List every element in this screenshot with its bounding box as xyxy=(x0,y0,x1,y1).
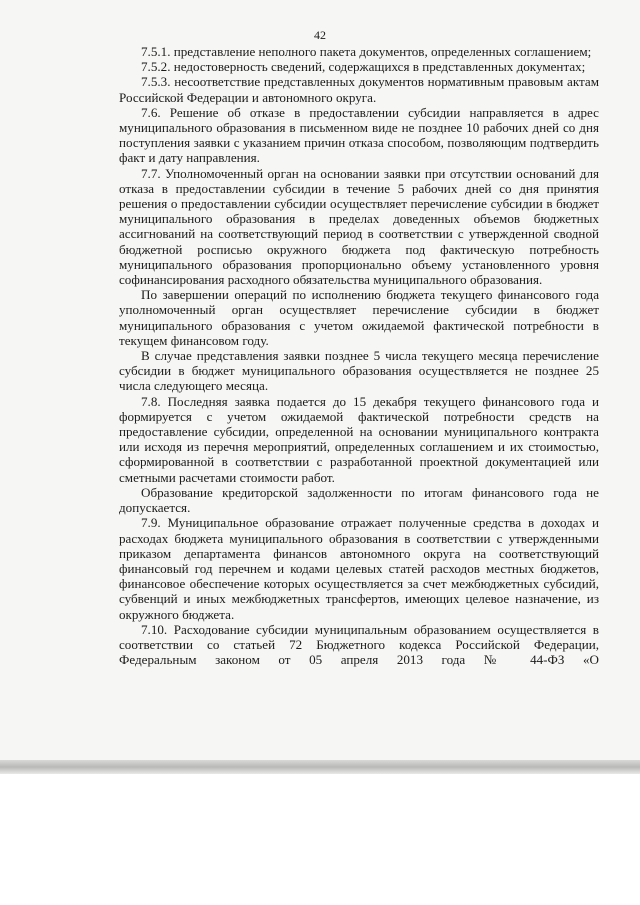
clause-7-5-1: 7.5.1. представление неполного пакета документов, определенных соглашением; xyxy=(141,44,592,59)
clause-7-7: 7.7. Уполномоченный орган на основании заявки при отсутствии оснований для отказа в предоставлении субсидии в течение 5 рабочих дней со дня принятия решения о предоставлении субсидии осуществляет перечисление субсидии в бюджет муниципального образования в пределах доведенных объемов бюджетных ассигнований на соответствующий период в соответствии с утвержденной сводной бюджетной росписью окружного бюджета под фактическую потребность муниципального образования пропорционально объему установленного уровня софинансирования расходного обязательства муниципального образования. xyxy=(119,165,599,288)
scan-edge-shadow xyxy=(0,760,640,774)
paragraph-no-payables: Образование кредиторской задолженности по итогам финансового года не допускается. xyxy=(119,484,599,516)
clause-7-5-2: 7.5.2. недостоверность сведений, содержащихся в представленных документах; xyxy=(141,59,586,75)
paragraph-late-application: В случае представления заявки позднее 5 числа текущего месяца перечисление субсидии в бюджет муниципального образования осуществляется не позднее 25 числа следующего месяца. xyxy=(119,348,599,394)
paragraph-year-end-transfer: По завершении операций по исполнению бюджета текущего финансового года уполномоченный орган осуществляет перечисление субсидии в бюджет муниципального образования с учетом ожидаемой фактической потребности в текущем финансовом году. xyxy=(119,287,599,348)
clause-7-8: 7.8. Последняя заявка подается до 15 декабря текущего финансового года и формируется с учетом ожидаемой фактической потребности средств на предоставление субсидии, определенной на основании муниципального контракта или исходя из перечня мероприятий, определенных соглашением и их стоимостью, сформированной в соответствии с разработанной проектной документацией или сметными расчетами стоимости работ. xyxy=(119,393,599,485)
clause-7-6: 7.6. Решение об отказе в предоставлении субсидии направляется в адрес муниципального образования в письменном виде не позднее 10 рабочих дней со дня поступления заявки с указанием причин отказа способом, позволяющим подтвердить факт и дату направления. xyxy=(119,104,599,166)
document-body xyxy=(119,44,599,667)
clause-7-9: 7.9. Муниципальное образование отражает полученные средства в доходах и расходах бюджета муниципального образования в соответствии с утвержденными приказом департамента финансов автономного округа на соответствующий финансовый год перечнем и кодами целевых статей расходов местных бюджетов, финансовое обеспечение которых осуществляется за счет межбюджетных субсидий, субвенций и иных межбюджетных трансфертов, имеющих целевое назначение, из окружного бюджета. xyxy=(119,515,599,622)
clause-7-10: 7.10. Расходование субсидии муниципальным образованием осуществляется в соответствии со статьей 72 Бюджетного кодекса Российской Федерации, Федеральным законом от 05 апреля 2013 года № 44-ФЗ «О xyxy=(119,621,599,668)
clause-7-5-3: 7.5.3. несоответствие представленных документов нормативным правовым актам Российской Федерации и автономного округа. xyxy=(119,74,599,105)
page-number: 42 xyxy=(314,28,326,42)
blank-area xyxy=(0,774,640,905)
